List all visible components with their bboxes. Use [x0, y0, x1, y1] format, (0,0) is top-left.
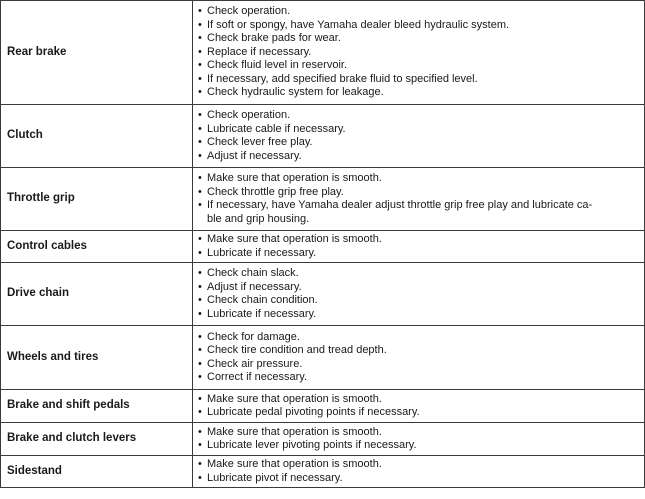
check-item: • Lubricate if necessary.: [196, 308, 640, 322]
check-list-cell: [193, 105, 645, 168]
check-list: [196, 426, 640, 453]
check-item: • Lubricate pedal pivoting points if necessary.: [196, 406, 640, 420]
table-row-control-cables: [1, 231, 645, 263]
table-row-brake-and-shift-pedals: [1, 390, 645, 423]
table-row-brake-and-clutch-levers: [1, 423, 645, 456]
check-list: [196, 172, 640, 226]
table-row-clutch: [1, 105, 645, 168]
check-item: • Check throttle grip free play.: [196, 186, 640, 200]
check-list-cell: [193, 390, 645, 423]
check-list: [196, 331, 640, 385]
item-name: Rear brake: [1, 1, 193, 105]
table-row-wheels-and-tires: [1, 326, 645, 390]
check-item: • Correct if necessary.: [196, 371, 640, 385]
check-list-cell: [193, 231, 645, 263]
item-name: Sidestand: [1, 456, 193, 488]
check-list: [196, 393, 640, 420]
table-row-drive-chain: [1, 263, 645, 326]
check-item: • Lubricate lever pivoting points if necessary.: [196, 439, 640, 453]
check-item: • Check chain slack.: [196, 267, 640, 281]
item-name: Control cables: [1, 231, 193, 263]
check-item: • Check operation.: [196, 109, 640, 123]
check-list-cell: [193, 423, 645, 456]
check-item: • Adjust if necessary.: [196, 150, 640, 164]
check-list-cell: [193, 326, 645, 390]
check-item: • Lubricate if necessary.: [196, 247, 640, 261]
check-item: • If necessary, have Yamaha dealer adjust throttle grip free play and lubricate ca- ble and grip housing.: [196, 199, 640, 226]
check-item: • If soft or spongy, have Yamaha dealer bleed hydraulic system.: [196, 19, 640, 33]
check-item: • Make sure that operation is smooth.: [196, 393, 640, 407]
item-name: Drive chain: [1, 263, 193, 326]
check-item: • Check chain condition.: [196, 294, 640, 308]
item-name: Clutch: [1, 105, 193, 168]
check-list: [196, 109, 640, 163]
check-item: • Check fluid level in reservoir.: [196, 59, 640, 73]
check-list: [196, 267, 640, 321]
check-item: • Check operation.: [196, 5, 640, 19]
check-item: • Check tire condition and tread depth.: [196, 344, 640, 358]
check-list: [196, 233, 640, 260]
check-list: [196, 458, 640, 485]
item-name: Brake and shift pedals: [1, 390, 193, 423]
check-list-cell: [193, 456, 645, 488]
table-row-throttle-grip: [1, 168, 645, 231]
check-list-cell: [193, 263, 645, 326]
check-item: • Check lever free play.: [196, 136, 640, 150]
check-item: • Lubricate cable if necessary.: [196, 123, 640, 137]
check-list: [196, 5, 640, 100]
check-item: • Check air pressure.: [196, 358, 640, 372]
check-item: • Check brake pads for wear.: [196, 32, 640, 46]
check-item: • Make sure that operation is smooth.: [196, 233, 640, 247]
check-item: • Lubricate pivot if necessary.: [196, 472, 640, 486]
check-item: • Make sure that operation is smooth.: [196, 426, 640, 440]
check-item: • If necessary, add specified brake fluid to specified level.: [196, 73, 640, 87]
check-item: • Make sure that operation is smooth.: [196, 458, 640, 472]
check-item: • Replace if necessary.: [196, 46, 640, 60]
check-list-cell: [193, 168, 645, 231]
table-row-sidestand: [1, 456, 645, 488]
item-name: Brake and clutch levers: [1, 423, 193, 456]
item-name: Throttle grip: [1, 168, 193, 231]
table-row-rear-brake: [1, 1, 645, 105]
check-item: • Make sure that operation is smooth.: [196, 172, 640, 186]
check-item: • Check for damage.: [196, 331, 640, 345]
check-item: • Check hydraulic system for leakage.: [196, 86, 640, 100]
item-name: Wheels and tires: [1, 326, 193, 390]
check-item: • Adjust if necessary.: [196, 281, 640, 295]
check-list-cell: [193, 1, 645, 105]
